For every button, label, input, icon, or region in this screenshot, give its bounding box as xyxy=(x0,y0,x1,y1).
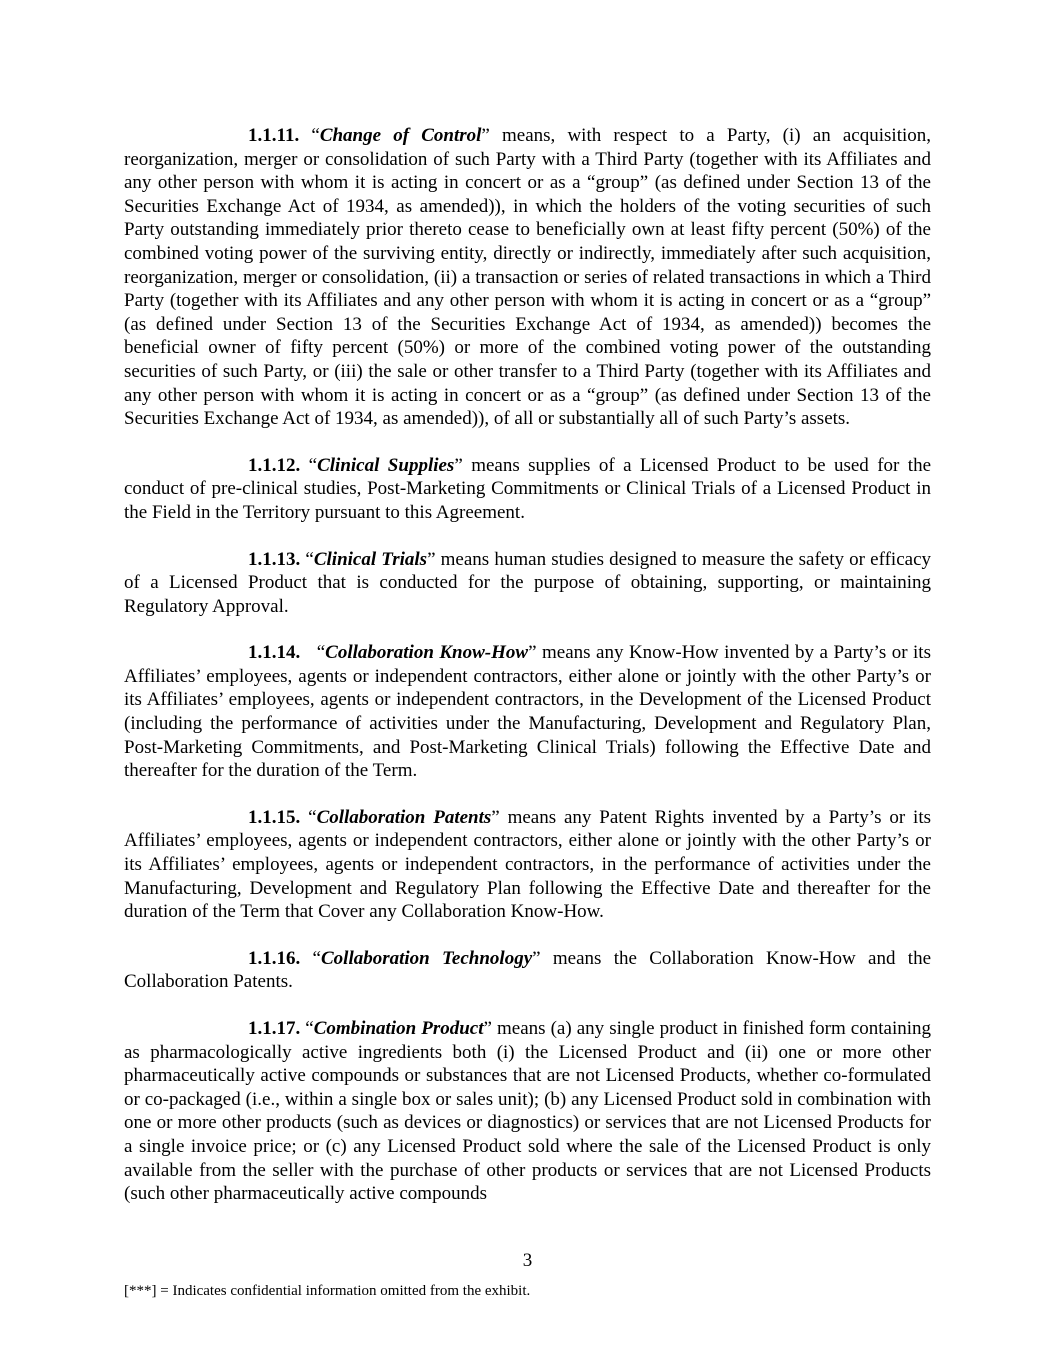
defined-term: Clinical Supplies xyxy=(317,454,455,476)
definition-text: ” means any Patent Rights invented by a Party’s or its Affiliates’ employees, agents or independent contractors, either alone or jointly with the other Party’s or its Affiliates’ employees, agents or independent contractors, in the performance of activities under the Manufacturing, Development and Regulatory Plan following the Effective Date and thereafter for the duration of the Term that Cover any Collaboration Know-How. xyxy=(124,806,932,923)
defined-term: Collaboration Technology xyxy=(321,947,533,969)
section-number: 1.1.14. xyxy=(248,642,301,664)
open-quote: “ xyxy=(300,947,321,969)
definition-1-1-12 xyxy=(124,454,931,525)
definition-1-1-15 xyxy=(124,806,931,924)
defined-term: Collaboration Patents xyxy=(316,806,492,828)
definition-1-1-14 xyxy=(124,641,931,783)
open-quote: “ xyxy=(300,1018,314,1039)
definition-1-1-13 xyxy=(124,548,931,619)
definition-text: ” means any Know-How invented by a Party’s or its Affiliates’ employees, agents or independent contractors, either alone or jointly with the other Party’s or its Affiliates’ employees, agents or independent contractors, in the Development of the Licensed Product (including the performance of activities under the Manufacturing, Development and Regulatory Plan, Post-Marketing Commitments, and Post-Marketing Clinical Trials) following the Effective Date and thereafter for the duration of the Term. xyxy=(124,642,931,782)
defined-term: Combination Product xyxy=(313,1018,484,1039)
section-number: 1.1.15. xyxy=(248,806,301,828)
confidentiality-footnote: [***] = Indicates confidential information omitted from the exhibit. xyxy=(124,1283,531,1299)
open-quote: “ xyxy=(300,548,314,570)
definition-text: ” means (a) any single product in finished form containing as pharmacologically active ingredients both (i) the Licensed Product and (ii) one or more other pharmaceutically active compounds or substances that are not Licensed Products, whether co-formulated or co-packaged (i.e., within a single box or sales unit); (b) any Licensed Product sold in combination with one or more other products (such as devices or diagnostics) or services that are not Licensed Products for a single invoice price; or (c) any Licensed Product sold where the sale of the Licensed Product is only available from the seller with the purchase of other products or services that are not Licensed Products (such other pharmaceutically active compounds xyxy=(124,1018,932,1205)
definition-text: ” means supplies of a Licensed Product to be used for the conduct of pre-clinical studies, Post-Marketing Commitments or Clinical Trials of a Licensed Product in the Field in the Territory pursuant to this Agreement. xyxy=(124,454,932,523)
definition-text: ” means, with respect to a Party, (i) an acquisition, reorganization, merger or consolidation of such Party with a Third Party (together with its Affiliates and any other person with whom it is acting in concert or as a “group” (as defined under Section 13 of the Securities Exchange Act of 1934, as amended)), in which the holders of the voting securities of such Party outstanding immediately prior thereto cease to beneficially own at least fifty percent (50%) of the combined voting power of the surviving entity, directly or indirectly, immediately after such acquisition, reorganization, merger or consolidation, (ii) a transaction or series of related transactions in which a Third Party (together with its Affiliates and any other person with whom it is acting in concert or as a “group” (as defined under Section 13 of the Securities Exchange Act of 1934, as amended)) becomes the beneficial owner of fifty percent (50%) or more of the combined voting power of the outstanding securities of such Party, or (iii) the sale or other transfer to a Third Party (together with its Affiliates and any other person with whom it is acting in concert or as a “group” (as defined under Section 13 of the Securities Exchange Act of 1934, as amended)), of all or substantially all of such Party’s assets. xyxy=(124,125,931,430)
page-number: 3 xyxy=(522,1250,533,1271)
section-number: 1.1.17. xyxy=(248,1018,301,1039)
definition-1-1-11 xyxy=(124,124,931,431)
definition-text: ” means human studies designed to measure the safety or efficacy of a Licensed Product that is conducted for the purpose of obtaining, supporting, or maintaining Regulatory Approval. xyxy=(124,548,931,617)
definition-text: ” means the Collaboration Know-How and the Collaboration Patents. xyxy=(124,947,932,993)
defined-term: Collaboration Know-How xyxy=(325,642,529,664)
open-quote: “ xyxy=(300,642,326,664)
open-quote: “ xyxy=(300,806,317,828)
section-number: 1.1.13. xyxy=(248,548,301,570)
defined-term: Change of Control xyxy=(319,125,482,146)
defined-term: Clinical Trials xyxy=(313,548,428,570)
section-number: 1.1.12. xyxy=(248,454,301,476)
section-number: 1.1.16. xyxy=(248,947,301,969)
document-body xyxy=(124,124,931,1206)
open-quote: “ xyxy=(300,454,318,476)
definition-1-1-17 xyxy=(124,1017,931,1206)
open-quote: “ xyxy=(299,125,320,146)
section-number: 1.1.11. xyxy=(248,125,300,146)
definition-1-1-16 xyxy=(124,947,931,994)
